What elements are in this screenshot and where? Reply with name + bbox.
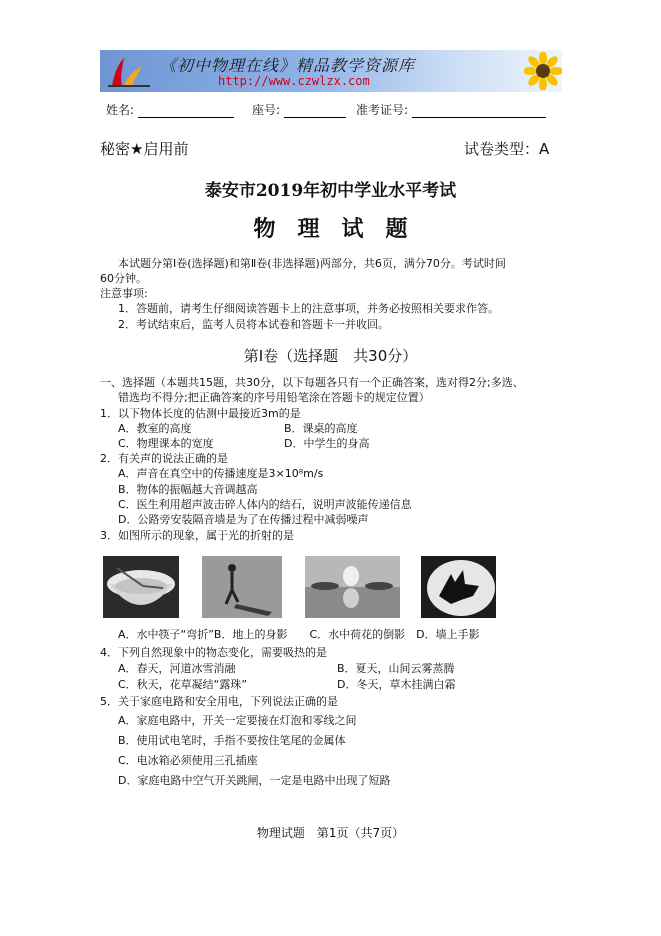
question-1-option-b: B．课桌的高度 <box>284 422 358 435</box>
banner-url[interactable]: http://www.czwlzx.com <box>218 74 370 88</box>
section-instructions-line-2: 错选均不得分;把正确答案的序号用铅笔涂在答题卡的规定位置） <box>118 391 430 404</box>
name-field <box>106 101 234 118</box>
question-2-option-d: D．公路旁安装隔音墙是为了在传播过程中减弱噪声 <box>118 513 369 526</box>
question-2-option-c: C．医生利用超声波击碎人体内的结石，说明声波能传递信息 <box>118 498 412 511</box>
question-5-option-a: A．家庭电路中，开关一定要接在灯泡和零线之间 <box>118 714 357 727</box>
photo-lotus-reflection <box>305 556 400 618</box>
banner-title: 《初中物理在线》精品教学资源库 <box>160 56 416 75</box>
photo-chopsticks-in-water <box>103 556 179 618</box>
question-3-options: A．水中筷子“弯折”B．地上的身影 C．水中荷花的倒影 D．墙上手影 <box>118 628 480 641</box>
question-4-option-a: A．春天，河道冰雪消融 <box>118 662 236 675</box>
ticket-field <box>356 101 546 118</box>
notes-label: 注意事项: <box>100 287 148 300</box>
name-blank <box>138 105 234 118</box>
note-2: 2．考试结束后，监考人员将本试卷和答题卡一并收回。 <box>118 318 389 331</box>
subject-title: 物理试题 <box>253 216 430 242</box>
exam-title: 泰安市2019年初中学业水平考试 <box>204 181 457 201</box>
question-2-option-a: A．声音在真空中的传播速度是3×10⁸m/s <box>118 467 324 480</box>
paper-type: 试卷类型：A <box>464 140 550 158</box>
name-label: 姓名: <box>106 103 135 117</box>
note-1: 1．答题前，请考生仔细阅读答题卡上的注意事项，并务必按照相关要求作答。 <box>118 302 499 315</box>
question-4-option-b: B．夏天，山间云雾蒸腾 <box>337 662 455 675</box>
question-1-option-d: D．中学生的身高 <box>284 437 370 450</box>
part-1-title: 第Ⅰ卷（选择题 共30分） <box>243 347 418 365</box>
question-4-option-c: C．秋天，花草凝结“露珠” <box>118 678 248 691</box>
question-4-option-d: D．冬天，草木挂满白霜 <box>337 678 456 691</box>
question-5-stem: 5．关于家庭电路和安全用电，下列说法正确的是 <box>100 695 338 708</box>
secret-mark: 秘密★启用前 <box>100 140 189 158</box>
site-logo-icon <box>104 56 154 88</box>
question-1-option-a: A．教室的高度 <box>118 422 192 435</box>
photo-hand-shadow <box>421 556 496 618</box>
intro-line-1: 本试题分第Ⅰ卷(选择题)和第Ⅱ卷(非选择题)两部分，共6页，满分70分。考试时间 <box>118 257 506 270</box>
seat-field <box>252 101 346 118</box>
question-2-option-b: B．物体的振幅越大音调越高 <box>118 483 258 496</box>
question-1-option-c: C．物理课本的宽度 <box>118 437 214 450</box>
question-5-option-c: C．电冰箱必须使用三孔插座 <box>118 754 258 767</box>
question-5-option-b: B．使用试电笔时，手指不要按住笔尾的金属体 <box>118 734 346 747</box>
photo-shadow-on-ground <box>202 556 282 618</box>
ticket-label: 准考证号: <box>356 103 409 117</box>
section-instructions-line-1: 一、选择题（本题共15题，共30分，以下每题各只有一个正确答案，选对得2分;多选、 <box>100 376 524 389</box>
seat-blank <box>284 105 346 118</box>
ticket-blank <box>412 105 546 118</box>
header-banner <box>100 50 562 92</box>
question-2-stem: 2．有关声的说法正确的是 <box>100 452 228 465</box>
question-3-stem: 3．如图所示的现象，属于光的折射的是 <box>100 529 294 542</box>
seat-label: 座号: <box>252 103 281 117</box>
question-5-option-d: D．家庭电路中空气开关跳闸，一定是电路中出现了短路 <box>118 774 391 787</box>
intro-line-2: 60分钟。 <box>100 272 147 285</box>
question-1-stem: 1．以下物体长度的估测中最接近3m的是 <box>100 407 301 420</box>
sunflower-icon <box>524 52 562 90</box>
question-4-stem: 4．下列自然现象中的物态变化，需要吸热的是 <box>100 646 327 659</box>
page-footer: 物理试题 第1页（共7页） <box>256 826 405 840</box>
